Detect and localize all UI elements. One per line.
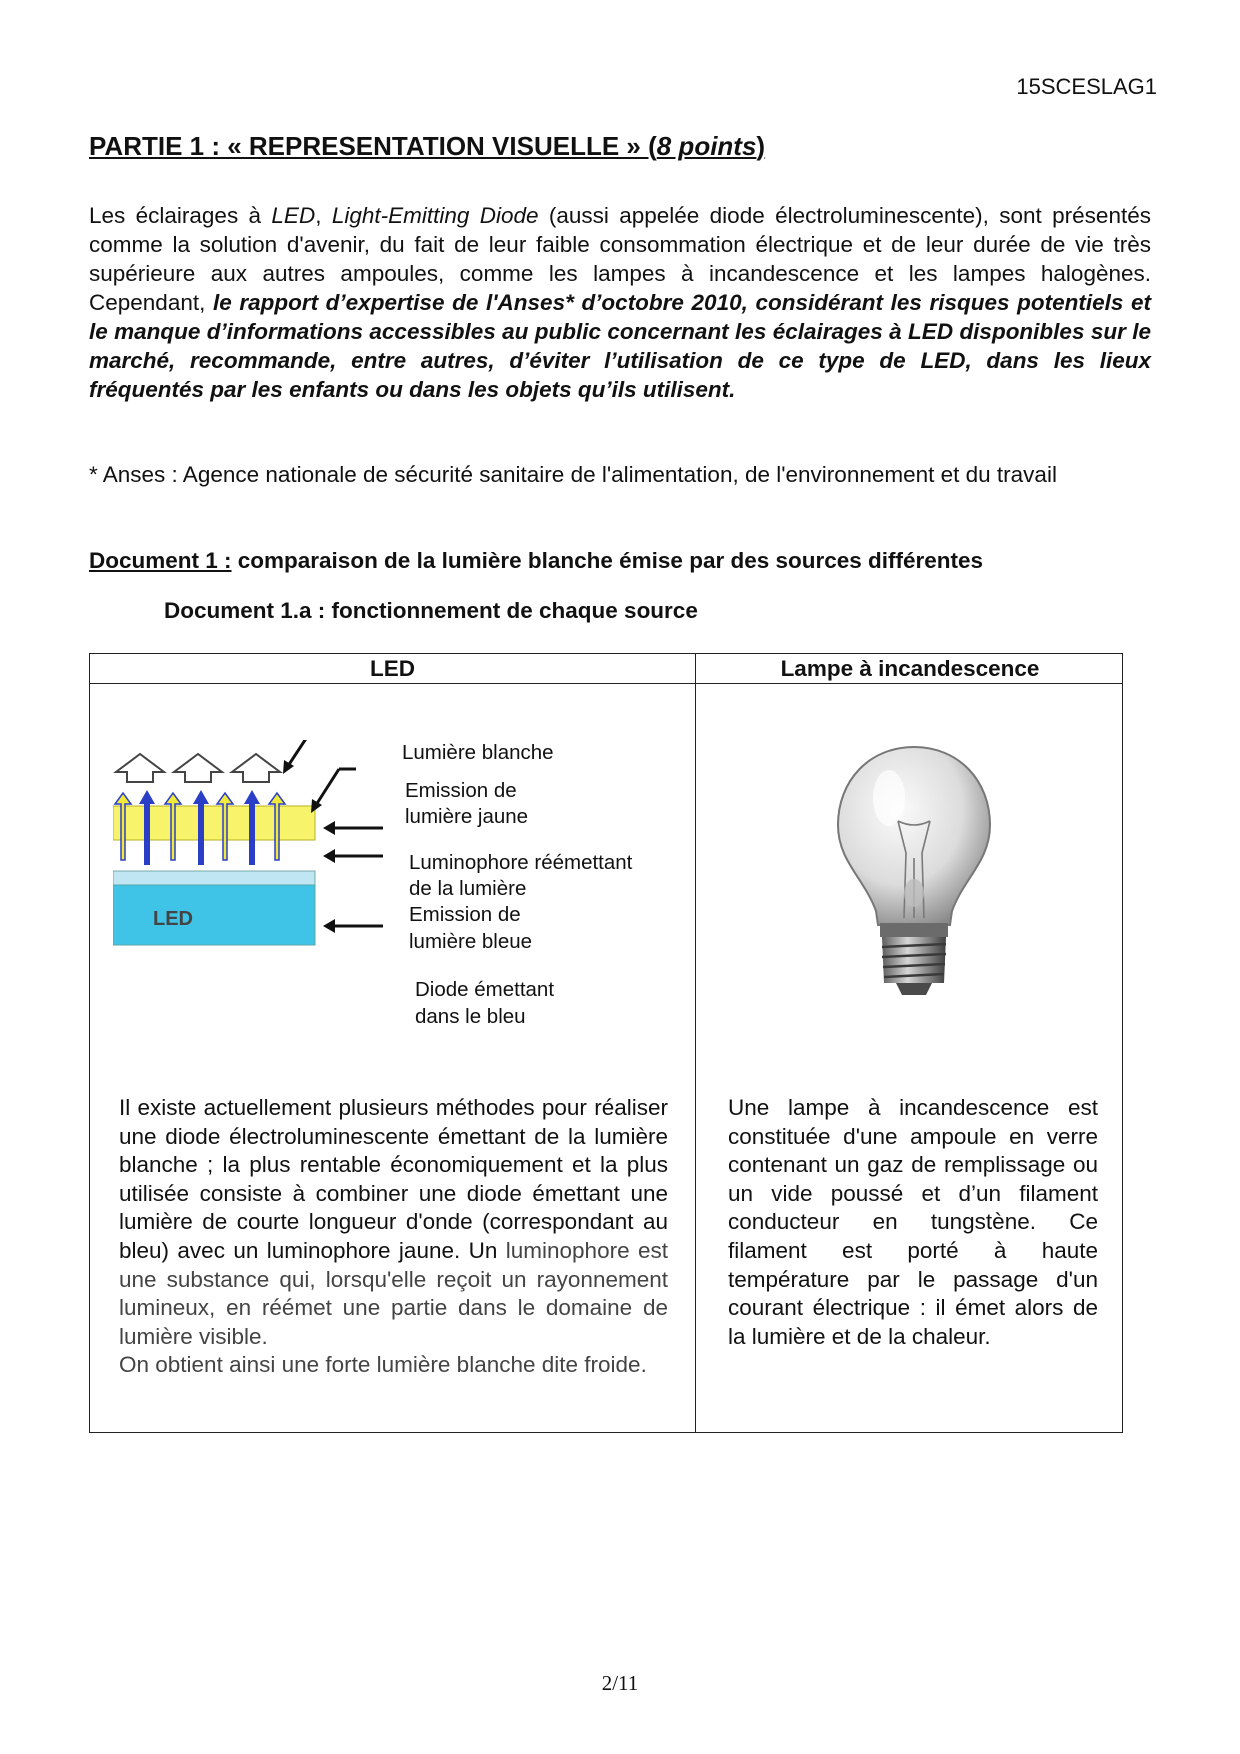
title-main: PARTIE 1 : « REPRESENTATION VISUELLE » ( [89,131,657,161]
pointer-head [323,849,335,863]
pointer-head [311,799,322,813]
led-top-layer [113,871,315,885]
white-arrow [232,754,280,782]
led-diagram [113,740,673,1040]
title-points: 8 points [656,131,757,161]
footnote-anses: * Anses : Agence nationale de sécurité sanitaire de l'alimentation, de l'environnement et du travail [89,462,1057,487]
led-chip [113,885,315,945]
document-1a-heading: Document 1.a : fonctionnement de chaque source [164,598,698,623]
pointer-head [323,821,335,835]
bulb-stem [904,879,924,907]
white-arrow [116,754,164,782]
phosphor-layer [113,806,315,840]
intro-comma: , [315,203,332,228]
document-code: 15SCESLAG1 [1016,74,1157,99]
led-description-part3: On obtient ainsi une forte lumière blanche dite froide. [119,1352,647,1378]
label-blue-emission-1: Emission de [409,903,521,926]
page-number: 2/11 [601,1671,639,1695]
pointer-line [288,740,311,766]
incandescent-bulb-image [834,743,994,998]
intro-led-full: Light-Emitting Diode [331,203,539,228]
label-blue-emission-2: lumière bleue [409,930,533,953]
led-chip-label: LED [153,908,193,930]
led-description-part2: luminophore est une substance qui, lorsqu'elle reçoit un rayonnement lumineux, en réémet une partie dans le domaine de lumière visible. [119,1237,668,1349]
label-white-light: Lumière blanche [402,741,554,764]
white-arrow [174,754,222,782]
document-1-label: Document 1 : [89,548,232,573]
intro-led: LED [271,203,316,228]
table-header-led: LED [370,656,415,681]
table-header-incandescent: Lampe à incandescence [780,656,1040,681]
led-description-part1: Il existe actuellement plusieurs méthodes pour réaliser une diode électroluminescente émettant de la lumière blanche ; la plus rentable économiquement et la plus utilisée consiste à combiner une diode émettant une lumière de courte longueur d'onde (correspondant au bleu) avec un luminophore jaune. Un [119,1095,668,1263]
label-yellow-emission-1: Emission de [405,779,517,802]
table-column-divider [695,654,696,1432]
table-header-divider [90,683,1122,684]
label-phosphor-2: de la lumière [409,877,527,896]
title-close: ) [756,131,766,161]
document-1-heading [89,548,983,574]
intro-emphasis: le rapport d’expertise de l'Anses* d’octobre 2010, considérant les risques potentiels et le manque d’informations accessibles au public concernant les éclairages à LED disponibles sur le marché, recommande, entre autres, d’éviter l’utilisation de ce type de LED, dans les lieux fréquentés par les enfants ou dans les objets qu’ils utilisent. [89,290,1151,402]
page-title [89,131,765,162]
lamp-description: Une lampe à incandescence est constituée d'une ampoule en verre contenant un gaz de remplissage ou un vide poussé et d’un filament conducteur en tungstène. Ce filament est porté à haute température par le passage d'un courant électrique : il émet alors de la lumière et de la chaleur. [728,1095,1098,1349]
pointer-head [323,919,335,933]
document-1-title: comparaison de la lumière blanche émise par des sources différentes [231,548,984,573]
intro-text-1: Les éclairages à [89,203,272,228]
intro-text-2: (aussi appelée diode électroluminescente), sont présentés comme la solution d'avenir, du fait de leur faible consommation électrique et de leur durée de vie très supérieure aux autres ampoules, comme les lampes à incandescence et les lampes halogènes. Cependant, [89,203,1151,315]
label-yellow-emission-2: lumière jaune [405,805,529,828]
bulb-highlight [873,770,905,826]
white-light-arrows [116,754,280,782]
intro-paragraph [89,201,1151,404]
bulb-collar [880,923,948,937]
label-diode-2: dans le bleu [415,1005,526,1028]
pointer-line [316,769,339,805]
label-diode-1: Diode émettant [415,978,555,1001]
label-phosphor-1: Luminophore réémettant [409,851,633,874]
bulb-contact [896,983,932,995]
led-description [119,1094,668,1380]
